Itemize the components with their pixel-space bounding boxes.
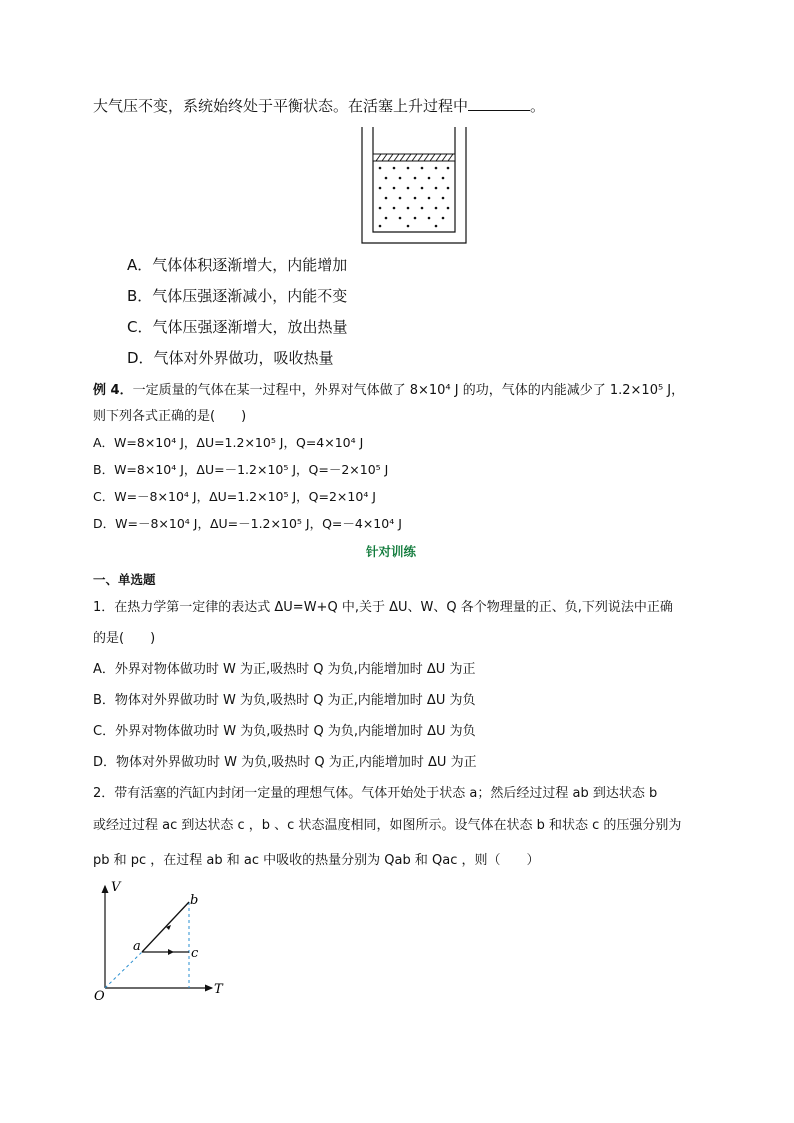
q2-line2: 或经过过程 ac 到达状态 c ，b 、c 状态温度相同，如图所示。设气体在状态 b 和状态 c 的压强分别为 [93, 818, 682, 833]
option-b[interactable]: B．气体压强逐渐减小，内能不变 [127, 287, 348, 305]
example4-line2: 则下列各式正确的是( ) [93, 409, 247, 424]
origin-to-a-dashed [105, 952, 142, 988]
point-c-label: c [191, 946, 199, 961]
q1-option-b[interactable]: B．物体对外界做功时 W 为负,吸热时 Q 为正,内能增加时 ΔU 为负 [93, 693, 476, 708]
axis-label-t: T [214, 982, 223, 997]
example4-label: 例 4． [93, 383, 133, 398]
section-subheading: 一、单选题 [93, 572, 156, 587]
example4-line1 [93, 379, 684, 398]
origin-label: O [94, 989, 105, 1004]
q1-line1: 1．在热力学第一定律的表达式 ΔU=W+Q 中,关于 ΔU、W、Q 各个物理量的正、负,下列说法中正确 [93, 600, 673, 615]
cylinder-walls [362, 127, 466, 243]
option-a[interactable]: A．气体体积逐渐增大，内能增加 [127, 256, 348, 274]
piston [373, 154, 455, 161]
cylinder-figure [360, 125, 470, 247]
axis-label-v: V [111, 880, 121, 895]
example4-option-a[interactable]: A．W=8×10⁴ J，ΔU=1.2×10⁵ J，Q=4×10⁴ J [93, 435, 364, 450]
section-title: 针对训练 [366, 544, 417, 559]
process-ac-arrow [168, 949, 174, 955]
example4-stem: 一定质量的气体在某一过程中，外界对气体做了 8×10⁴ J 的功，气体的内能减少了 1.2×10⁵ J， [132, 383, 685, 398]
intro-end: 。 [530, 97, 546, 115]
q2-line3: pb 和 pc ，在过程 ab 和 ac 中吸收的热量分别为 Qab 和 Qac ，则（ ） [93, 853, 540, 868]
intro-text: 大气压不变，系统始终处于平衡状态。在活塞上升过程中 [93, 97, 469, 115]
q2-line1: 2．带有活塞的汽缸内封闭一定量的理想气体。气体开始处于状态 a；然后经过过程 ab 到达状态 b [93, 786, 658, 801]
process-ab [142, 902, 189, 952]
q1-line2: 的是( ) [93, 631, 156, 646]
gas-particles [379, 167, 450, 228]
answer-blank[interactable] [468, 96, 530, 111]
vt-graph [90, 876, 240, 1006]
option-d[interactable]: D．气体对外界做功，吸收热量 [127, 349, 334, 367]
example4-option-c[interactable]: C．W=－8×10⁴ J，ΔU=1.2×10⁵ J，Q=2×10⁴ J [93, 489, 376, 504]
q1-option-a[interactable]: A．外界对物体做功时 W 为正,吸热时 Q 为负,内能增加时 ΔU 为正 [93, 662, 476, 677]
intro-line [93, 95, 545, 116]
option-c[interactable]: C．气体压强逐渐增大，放出热量 [127, 318, 348, 336]
q1-option-c[interactable]: C．外界对物体做功时 W 为负,吸热时 Q 为负,内能增加时 ΔU 为负 [93, 724, 476, 739]
point-a-label: a [133, 939, 141, 954]
example4-option-b[interactable]: B．W=8×10⁴ J，ΔU=－1.2×10⁵ J，Q=－2×10⁵ J [93, 462, 389, 477]
q1-option-d[interactable]: D．物体对外界做功时 W 为负,吸热时 Q 为正,内能增加时 ΔU 为正 [93, 755, 477, 770]
point-b-label: b [190, 893, 199, 908]
example4-option-d[interactable]: D．W=－8×10⁴ J，ΔU=－1.2×10⁵ J，Q=－4×10⁴ J [93, 516, 402, 531]
